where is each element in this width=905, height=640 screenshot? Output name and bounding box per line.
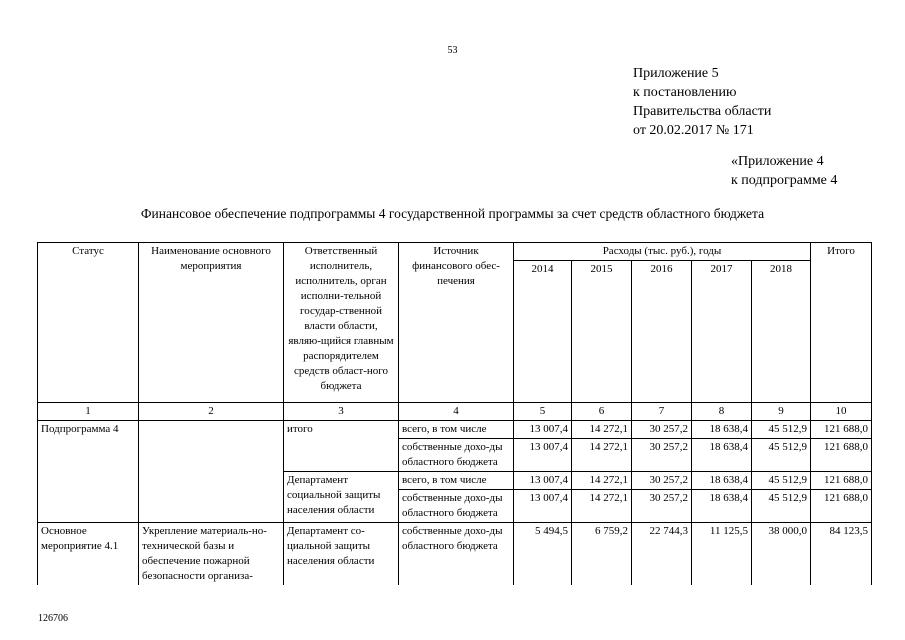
total-cell: 121 688,0 xyxy=(811,490,872,523)
status-cell: Основное мероприятие 4.1 xyxy=(38,523,139,586)
appendix-line: «Приложение 4 xyxy=(731,154,824,169)
header-year: 2016 xyxy=(632,261,692,403)
header-status: Статус xyxy=(38,243,139,403)
column-number: 7 xyxy=(632,403,692,421)
column-number: 8 xyxy=(692,403,752,421)
header-total: Итого xyxy=(811,243,872,403)
table-row xyxy=(38,421,872,439)
appendix-line: Правительства области xyxy=(633,104,772,119)
value-cell: 30 257,2 xyxy=(632,490,692,523)
source-cell: всего, в том числе xyxy=(399,421,514,439)
header-year: 2014 xyxy=(514,261,572,403)
value-cell: 45 512,9 xyxy=(752,421,811,439)
source-cell: собственные дохо-ды областного бюджета xyxy=(399,490,514,523)
appendix-line: к постановлению xyxy=(633,85,737,100)
executor-cell: итого xyxy=(284,421,399,472)
header-year: 2015 xyxy=(572,261,632,403)
header-expenses: Расходы (тыс. руб.), годы xyxy=(514,243,811,261)
appendix-line: к подпрограмме 4 xyxy=(731,173,838,188)
value-cell: 45 512,9 xyxy=(752,472,811,490)
value-cell: 18 638,4 xyxy=(692,490,752,523)
table-row xyxy=(38,523,872,586)
value-cell: 45 512,9 xyxy=(752,490,811,523)
appendix-line: Приложение 5 xyxy=(633,66,719,81)
total-cell: 121 688,0 xyxy=(811,439,872,472)
column-number: 6 xyxy=(572,403,632,421)
value-cell: 13 007,4 xyxy=(514,439,572,472)
appendix-5-header xyxy=(633,64,771,140)
source-cell: собственные дохо-ды областного бюджета xyxy=(399,439,514,472)
value-cell: 30 257,2 xyxy=(632,472,692,490)
value-cell: 22 744,3 xyxy=(632,523,692,586)
column-number: 1 xyxy=(38,403,139,421)
column-number: 4 xyxy=(399,403,514,421)
value-cell: 14 272,1 xyxy=(572,421,632,439)
source-cell: собственные дохо-ды областного бюджета xyxy=(399,523,514,586)
appendix-4-header xyxy=(731,152,837,190)
value-cell: 18 638,4 xyxy=(692,439,752,472)
total-cell: 84 123,5 xyxy=(811,523,872,586)
value-cell: 18 638,4 xyxy=(692,421,752,439)
value-cell: 5 494,5 xyxy=(514,523,572,586)
column-number: 9 xyxy=(752,403,811,421)
value-cell: 13 007,4 xyxy=(514,490,572,523)
header-name: Наименование основного мероприятия xyxy=(139,243,284,403)
value-cell: 45 512,9 xyxy=(752,439,811,472)
column-number-row xyxy=(38,403,872,421)
header-row xyxy=(38,243,872,261)
value-cell: 11 125,5 xyxy=(692,523,752,586)
source-cell: всего, в том числе xyxy=(399,472,514,490)
column-number: 2 xyxy=(139,403,284,421)
total-cell: 121 688,0 xyxy=(811,421,872,439)
executor-cell: Департамент социальной защиты населения области xyxy=(284,472,399,523)
value-cell: 14 272,1 xyxy=(572,490,632,523)
column-number: 10 xyxy=(811,403,872,421)
footer-code: 126706 xyxy=(38,613,68,624)
header-year: 2017 xyxy=(692,261,752,403)
appendix-line: от 20.02.2017 № 171 xyxy=(633,123,754,138)
column-number: 5 xyxy=(514,403,572,421)
value-cell: 13 007,4 xyxy=(514,472,572,490)
value-cell: 18 638,4 xyxy=(692,472,752,490)
value-cell: 13 007,4 xyxy=(514,421,572,439)
column-number: 3 xyxy=(284,403,399,421)
value-cell: 14 272,1 xyxy=(572,472,632,490)
status-cell: Подпрограмма 4 xyxy=(38,421,139,523)
header-source: Источник финансового обес-печения xyxy=(399,243,514,403)
value-cell: 14 272,1 xyxy=(572,439,632,472)
name-cell xyxy=(139,421,284,523)
value-cell: 38 000,0 xyxy=(752,523,811,586)
header-executor: Ответственный исполнитель, исполнитель, орган исполни-тельной государ-ственной власти области, являю-щийся главным распорядителем средств област-ного бюджета xyxy=(284,243,399,403)
value-cell: 30 257,2 xyxy=(632,421,692,439)
document-title: Финансовое обеспечение подпрограммы 4 государственной программы за счет средств областного бюджета xyxy=(140,206,765,221)
financing-table xyxy=(37,242,872,585)
page-number: 53 xyxy=(447,45,458,56)
header-year: 2018 xyxy=(752,261,811,403)
total-cell: 121 688,0 xyxy=(811,472,872,490)
name-cell: Укрепление материаль-но-технической базы и обеспечение пожарной безопасности организа- xyxy=(139,523,284,586)
value-cell: 30 257,2 xyxy=(632,439,692,472)
executor-cell: Департамент со-циальной защиты населения области xyxy=(284,523,399,586)
value-cell: 6 759,2 xyxy=(572,523,632,586)
